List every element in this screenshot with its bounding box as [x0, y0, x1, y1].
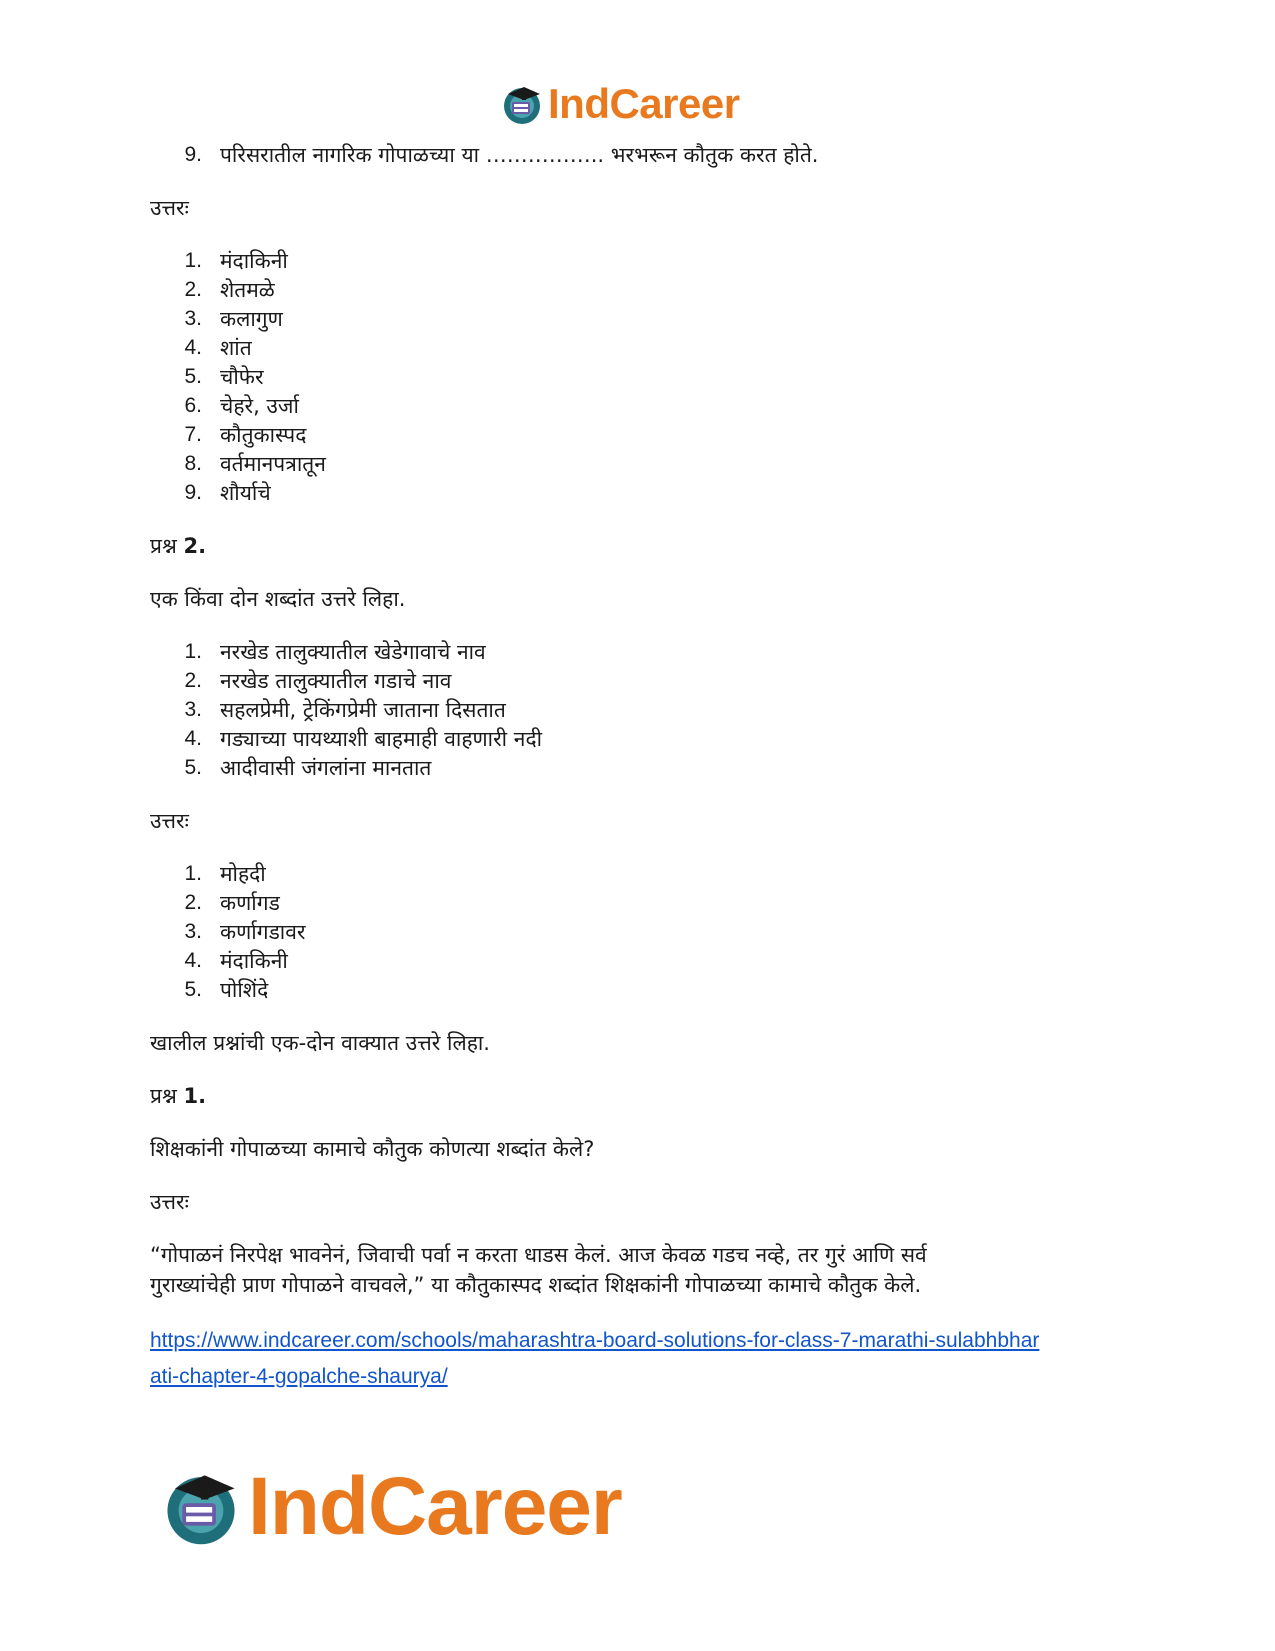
- list-item: मंदाकिनी: [220, 249, 288, 273]
- list-item: नरखेड तालुक्यातील गडाचे नाव: [220, 669, 452, 693]
- q9-text: परिसरातील नागरिक गोपाळच्या या …………….. भरभरून कौतुक करत होते.: [220, 143, 819, 167]
- list-number: 1.: [184, 249, 202, 272]
- list-number: 2.: [184, 891, 202, 914]
- list-number: 5.: [184, 978, 202, 1001]
- answer-label: उत्तरः: [150, 196, 189, 220]
- list-item: नरखेड तालुक्यातील खेडेगावाचे नाव: [220, 640, 486, 664]
- list-item: वर्तमानपत्रातून: [220, 452, 326, 476]
- list-item: शांत: [220, 336, 252, 360]
- answer-label: उत्तरः: [150, 809, 189, 833]
- list-number: 2.: [184, 278, 202, 301]
- list-item: शेतमळे: [220, 278, 275, 302]
- list-number: 5.: [184, 756, 202, 779]
- list-number: 4.: [184, 336, 202, 359]
- source-link-line[interactable]: https://www.indcareer.com/schools/maharashtra-board-solutions-for-class-7-marathi-sulabhbhar: [150, 1329, 1040, 1352]
- header-logo: [500, 78, 740, 130]
- list-number: 6.: [184, 394, 202, 417]
- question-text: शिक्षकांनी गोपाळच्या कामाचे कौतुक कोणत्या शब्दांत केले?: [150, 1137, 595, 1161]
- list-item: कौतुकास्पद: [220, 423, 307, 447]
- list-number: 3.: [184, 698, 202, 721]
- list-number: 3.: [184, 307, 202, 330]
- list-item: कर्णागड: [220, 891, 280, 915]
- list-item: पोशिंदे: [220, 978, 269, 1002]
- list-number: 4.: [184, 727, 202, 750]
- instruction: एक किंवा दोन शब्दांत उत्तरे लिहा.: [150, 587, 406, 611]
- graduation-cap-globe-icon: [160, 1466, 242, 1548]
- list-number: 5.: [184, 365, 202, 388]
- list-item: शौर्याचे: [220, 481, 271, 505]
- list-item: मंदाकिनी: [220, 949, 288, 973]
- question-word: प्रश्न: [150, 1084, 177, 1108]
- list-item: चौफेर: [220, 365, 264, 389]
- list-item: कलागुण: [220, 307, 283, 331]
- list-item: मोहदी: [220, 862, 266, 886]
- list-number: 4.: [184, 949, 202, 972]
- list-number: 8.: [184, 452, 202, 475]
- list-number: 9.: [184, 481, 202, 504]
- list-item: सहलप्रेमी, ट्रेकिंगप्रेमी जाताना दिसतात: [220, 698, 506, 722]
- answer-paragraph-line: गुराख्यांचेही प्राण गोपाळने वाचवले,” या कौतुकास्पद शब्दांत शिक्षकांनी गोपाळच्या कामाचे कौतुक केले.: [150, 1273, 922, 1297]
- answer-paragraph-line: “गोपाळनं निरपेक्ष भावनेनं, जिवाची पर्वा न करता धाडस केलं. आज केवळ गडच नव्हे, तर गुरं आणि सर्व: [150, 1243, 927, 1267]
- source-link-line[interactable]: ati-chapter-4-gopalche-shaurya/: [150, 1365, 448, 1388]
- question-heading: [150, 1081, 206, 1111]
- list-number: 1.: [184, 862, 202, 885]
- list-item: आदीवासी जंगलांना मानतात: [220, 756, 432, 780]
- list-number: 3.: [184, 920, 202, 943]
- section-instruction: खालील प्रश्नांची एक-दोन वाक्यात उत्तरे लिहा.: [150, 1031, 490, 1055]
- list-number: 1.: [184, 640, 202, 663]
- question-number: 2.: [183, 534, 207, 558]
- list-item: गड्याच्या पायथ्याशी बाहमाही वाहणारी नदी: [220, 727, 543, 751]
- list-item: कर्णागडावर: [220, 920, 306, 944]
- question-word: प्रश्न: [150, 534, 177, 558]
- list-number: 2.: [184, 669, 202, 692]
- question-heading: [150, 531, 206, 561]
- q9-number: 9.: [184, 143, 202, 166]
- list-item: चेहरे, उर्जा: [220, 394, 299, 418]
- answer-label: उत्तरः: [150, 1190, 189, 1214]
- graduation-cap-globe-icon: [500, 82, 544, 126]
- brand-wordmark: IndCareer: [248, 1461, 622, 1552]
- list-number: 7.: [184, 423, 202, 446]
- question-number: 1.: [183, 1084, 207, 1108]
- footer-logo: [160, 1462, 622, 1552]
- brand-wordmark: IndCareer: [548, 80, 740, 127]
